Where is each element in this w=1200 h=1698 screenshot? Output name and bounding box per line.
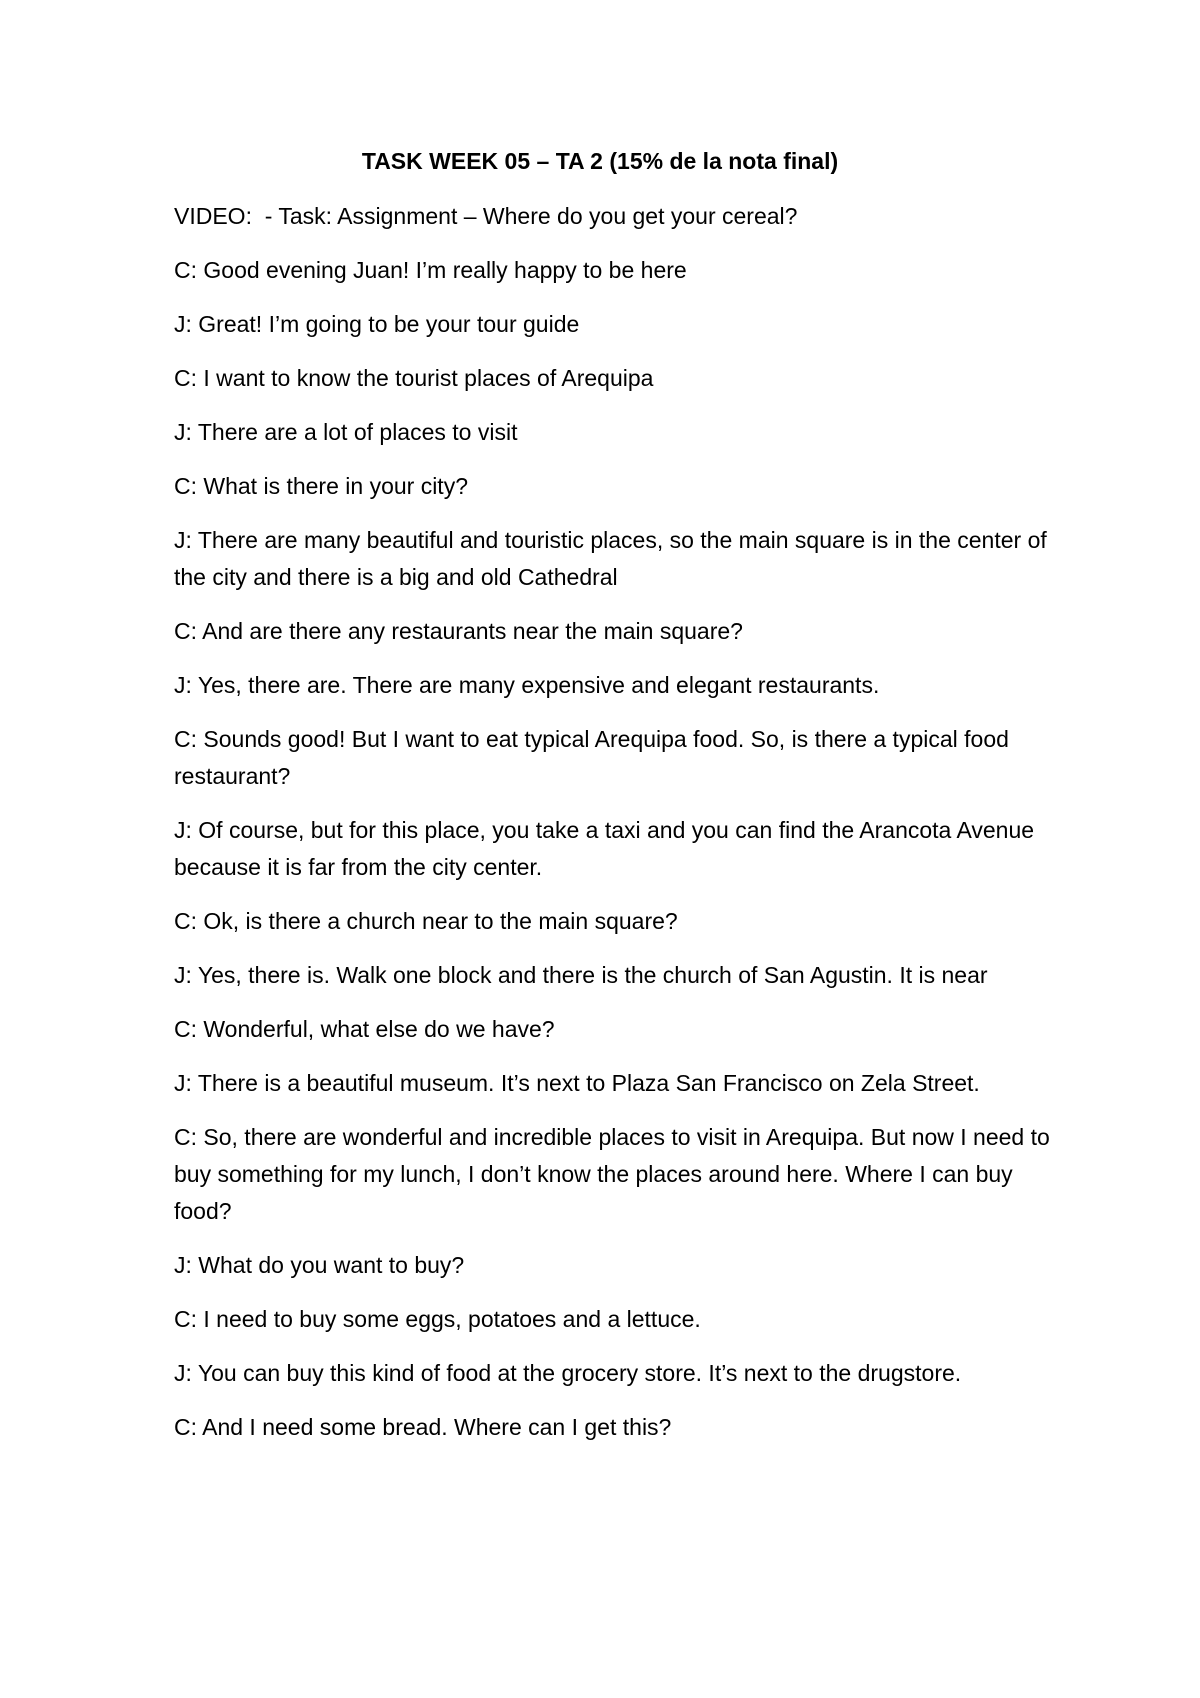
- dialogue-line: C: And are there any restaurants near the main square?: [174, 618, 743, 644]
- dialogue-line: J: Of course, but for this place, you take a taxi and you can find the Arancota Avenue because it is far from the city center.: [174, 817, 1041, 880]
- dialogue-line: C: Sounds good! But I want to eat typical Arequipa food. So, is there a typical food restaurant?: [174, 726, 1016, 789]
- dialogue-line: J: What do you want to buy?: [174, 1252, 465, 1278]
- dialogue-line: J: Great! I’m going to be your tour guide: [174, 311, 580, 337]
- paragraph-video-task: VIDEO: - Task: Assignment – Where do you get your cereal?: [174, 203, 798, 229]
- dialogue-line: C: Good evening Juan! I’m really happy to be here: [174, 257, 687, 283]
- dialogue-line: J: There is a beautiful museum. It’s next to Plaza San Francisco on Zela Street.: [174, 1070, 980, 1096]
- document-body: [174, 198, 1057, 1463]
- dialogue-line: C: Wonderful, what else do we have?: [174, 1016, 555, 1042]
- dialogue-line: C: So, there are wonderful and incredible places to visit in Arequipa. But now I need to buy something for my lunch, I don’t know the places around here. Where I can buy food?: [174, 1124, 1057, 1224]
- dialogue-line: J: There are a lot of places to visit: [174, 419, 518, 445]
- dialogue-line: C: I need to buy some eggs, potatoes and a lettuce.: [174, 1306, 701, 1332]
- dialogue-line: J: Yes, there is. Walk one block and there is the church of San Agustin. It is near: [174, 962, 988, 988]
- dialogue-line: J: There are many beautiful and touristic places, so the main square is in the center of the city and there is a big and old Cathedral: [174, 527, 1054, 590]
- dialogue-line: J: You can buy this kind of food at the grocery store. It’s next to the drugstore.: [174, 1360, 962, 1386]
- dialogue-line: C: What is there in your city?: [174, 473, 468, 499]
- dialogue-line: C: Ok, is there a church near to the main square?: [174, 908, 678, 934]
- dialogue-line: J: Yes, there are. There are many expensive and elegant restaurants.: [174, 672, 880, 698]
- dialogue-line: C: I want to know the tourist places of Arequipa: [174, 365, 654, 391]
- document-title: TASK WEEK 05 – TA 2 (15% de la nota final): [361, 148, 839, 174]
- dialogue-line: C: And I need some bread. Where can I get this?: [174, 1414, 672, 1440]
